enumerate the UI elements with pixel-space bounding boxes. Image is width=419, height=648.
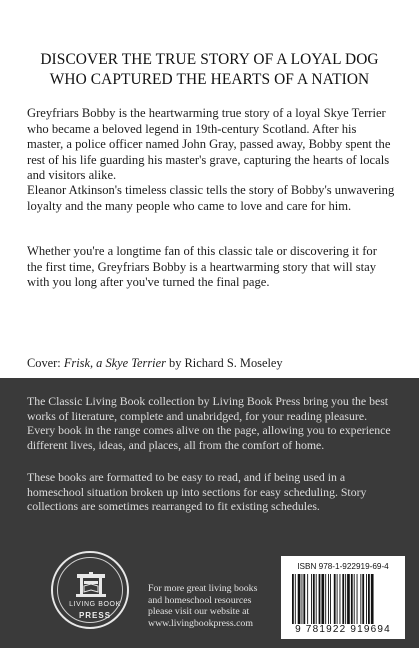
press-machine-icon bbox=[74, 572, 108, 598]
description-paragraph-1: Greyfriars Bobby is the heartwarming true story of a loyal Skye Terrier who became a beloved legend in 19th-century Scotland. After his master, a police officer named John Gray, passed away, Bobby spent the rest of his life guarding his master's grave, capturing the hearts of locals and visitors alike. bbox=[27, 106, 391, 183]
credit-suffix: by Richard S. Moseley bbox=[165, 356, 283, 370]
website-url[interactable]: www.livingbookpress.com bbox=[148, 617, 253, 629]
collection-paragraph-1: The Classic Living Book collection by Living Book Press bring you the best works of literature, complete and unabridged, for your reading pleasure. Every book in the range comes alive on the page, allowing you to experience different lives, ideas, and places, all from the comfort of home. bbox=[27, 394, 391, 452]
logo-inner-ring bbox=[57, 557, 123, 623]
website-info-line-3: please visit our website at bbox=[148, 606, 250, 618]
book-press-logo-icon bbox=[51, 551, 129, 629]
headline-line-2: WHO CAPTURED THE HEARTS OF A NATION bbox=[49, 71, 370, 88]
back-cover-bottom-panel bbox=[0, 378, 419, 648]
website-info bbox=[148, 583, 266, 629]
description-paragraph-3: Whether you're a longtime fan of this classic tale or discovering it for the first time, Greyfriars Bobby is a heartwarming story that will stay with you long after you've turned the final page. bbox=[27, 244, 377, 290]
headline-line-1: DISCOVER THE TRUE STORY OF A LOYAL DOG bbox=[40, 51, 379, 68]
logo-text-line-1: LIVING BOOK bbox=[69, 601, 121, 608]
website-info-line-2: and homeschool resources bbox=[148, 594, 252, 606]
barcode-number: 9 781922 919694 bbox=[295, 624, 391, 635]
logo-text-line-2: PRESS bbox=[78, 611, 112, 620]
isbn-label: ISBN 978-1-922919-69-4 bbox=[297, 562, 389, 571]
headline bbox=[28, 50, 391, 90]
barcode-box bbox=[281, 556, 405, 639]
cover-credit bbox=[27, 356, 283, 370]
credit-title: Frisk, a Skye Terrier bbox=[63, 356, 166, 370]
website-info-line-1: For more great living books bbox=[148, 583, 258, 594]
collection-paragraph-2: These books are formatted to be easy to read, and if being used in a homeschool situation broken up into sections for easy scheduling. Story collections are sometimes rearranged to fit existing schedules. bbox=[27, 470, 367, 514]
barcode-icon bbox=[290, 574, 396, 624]
credit-prefix: Cover: bbox=[27, 356, 64, 370]
description-paragraph-2: Eleanor Atkinson's timeless classic tells the story of Bobby's unwavering loyalty and the many people who came to love and care for him. bbox=[27, 183, 395, 213]
